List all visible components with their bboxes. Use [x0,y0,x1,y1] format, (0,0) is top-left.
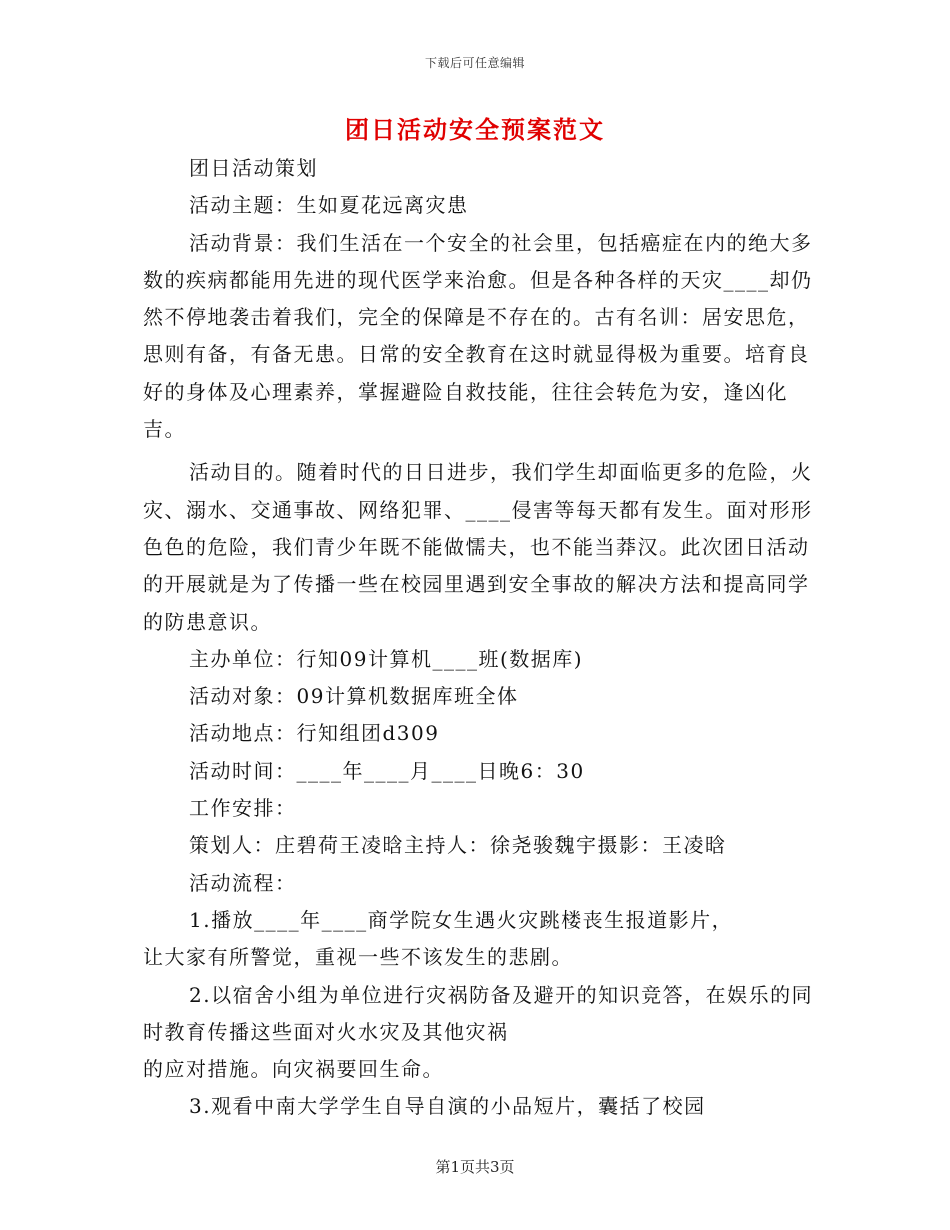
section-heading: 团日活动策划 [189,156,318,180]
staff-list: 策划人：庄碧荷王凌晗主持人：徐尧骏魏宇摄影：王凌晗 [189,833,727,858]
process-step-1: 1.播放____年____商学院女生遇火灾跳楼丧生报道影片， [189,907,734,932]
activity-theme: 活动主题：生如夏花远离灾患 [189,193,469,218]
audience: 活动对象：09计算机数据库班全体 [189,684,519,709]
time: 活动时间：____年____月____日晚6：30 [189,758,585,783]
location: 活动地点：行知组团d309 [189,721,440,746]
activity-background: 活动背景：我们生活在一个安全的社会里，包括癌症在内的绝大多数的疾病都能用先进的现代医学来治愈。但是各种各样的天灾____却仍然不停地袭击着我们，完全的保障是不存在的。古有名训：居安思危，思则有备，有备无患。日常的安全教育在这时就显得极为重要。培育良好的身体及心理素养，掌握避险自救技能，往往会转危为安，逢凶化吉。 [143,230,813,442]
process-step-3: 3.观看中南大学学生自导自演的小品短片，囊括了校园 [189,1094,706,1119]
process-step-2-continued: 的应对措施。向灾祸要回生命。 [143,1057,444,1082]
organizer: 主办单位：行知09计算机____班(数据库) [189,646,584,671]
work-arrangement-heading: 工作安排： [189,796,297,821]
document-body [143,150,815,1126]
process-step-2: 2.以宿舍小组为单位进行灾祸防备及避开的知识竞答，在娱乐的同时教育传播这些面对火水灾及其他灾祸 [143,982,814,1044]
page-number: 第1页共3页 [435,1158,515,1176]
process-heading: 活动流程： [189,870,297,895]
process-step-1-continued: 让大家有所警觉，重视一些不该发生的悲剧。 [143,945,573,970]
document-title: 团日活动安全预案范文 [345,116,605,144]
activity-purpose: 活动目的。随着时代的日日进步，我们学生却面临更多的危险，火灾、溺水、交通事故、网络犯罪、____侵害等每天都有发生。面对形形色色的危险，我们青少年既不能做懦夫，也不能当莽汉。此次团日活动的开展就是为了传播一些在校园里遇到安全事故的解决方法和提高同学的防患意识。 [143,460,813,634]
header-note: 下载后可任意编辑 [424,56,525,70]
